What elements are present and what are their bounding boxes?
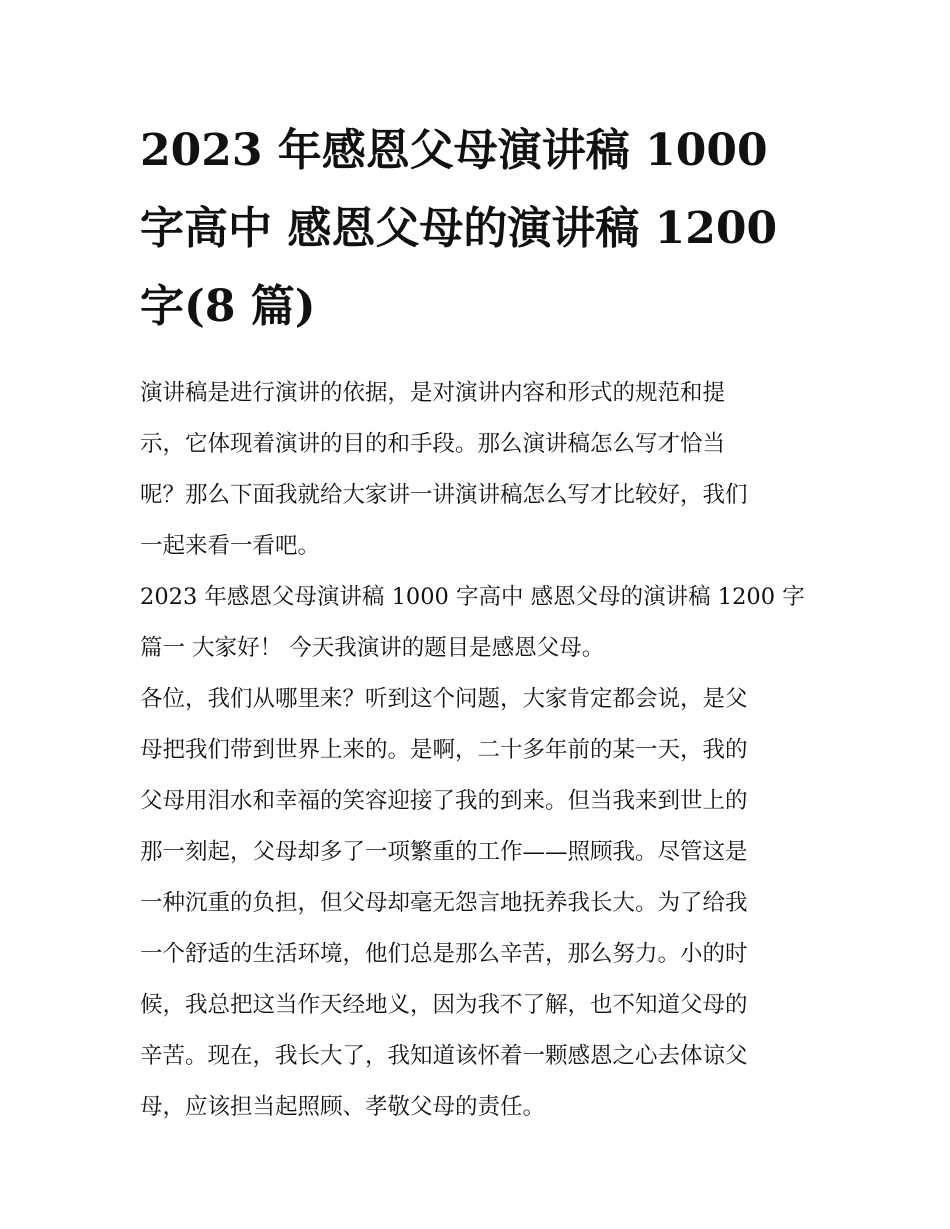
- text-line: 一种沉重的负担，但父母却毫无怨言地抚养我长大。为了给我: [140, 890, 748, 916]
- text-line: 示，它体现着演讲的目的和手段。那么演讲稿怎么写才恰当: [140, 431, 726, 457]
- text-line: 父母用泪水和幸福的笑容迎接了我的到来。但当我来到世上的: [140, 788, 748, 814]
- intro-paragraph: [140, 368, 812, 572]
- text-line: 候，我总把这当作天经地义，因为我不了解，也不知道父母的: [140, 992, 748, 1018]
- text-line: 篇一 大家好！ 今天我演讲的题目是感恩父母。: [140, 635, 605, 661]
- text-line: 母，应该担当起照顾、孝敬父母的责任。: [140, 1094, 546, 1120]
- title-line: 字高中 感恩父母的演讲稿 1200: [140, 203, 778, 254]
- title-line: 2023 年感恩父母演讲稿 1000: [140, 125, 768, 176]
- text-line: 2023 年感恩父母演讲稿 1000 字高中 感恩父母的演讲稿 1200 字: [140, 584, 805, 610]
- text-line: 各位，我们从哪里来？听到这个问题，大家肯定都会说，是父: [140, 686, 748, 712]
- document-content: [140, 112, 812, 1133]
- document-title: [140, 112, 812, 346]
- title-line: 字(8 篇): [140, 281, 316, 332]
- text-line: 呢？那么下面我就给大家讲一讲演讲稿怎么写才比较好，我们: [140, 482, 748, 508]
- text-line: 一个舒适的生活环境，他们总是那么辛苦，那么努力。小的时: [140, 941, 748, 967]
- text-line: 母把我们带到世界上来的。是啊，二十多年前的某一天，我的: [140, 737, 748, 763]
- text-line: 一起来看一看吧。: [140, 533, 321, 559]
- body-paragraph: [140, 674, 812, 1133]
- text-line: 辛苦。现在，我长大了，我知道该怀着一颗感恩之心去体谅父: [140, 1043, 748, 1069]
- text-line: 那一刻起，父母却多了一项繁重的工作——照顾我。尽管这是: [140, 839, 748, 865]
- text-line: 演讲稿是进行演讲的依据，是对演讲内容和形式的规范和提: [140, 380, 726, 406]
- section-heading-paragraph: [140, 572, 812, 674]
